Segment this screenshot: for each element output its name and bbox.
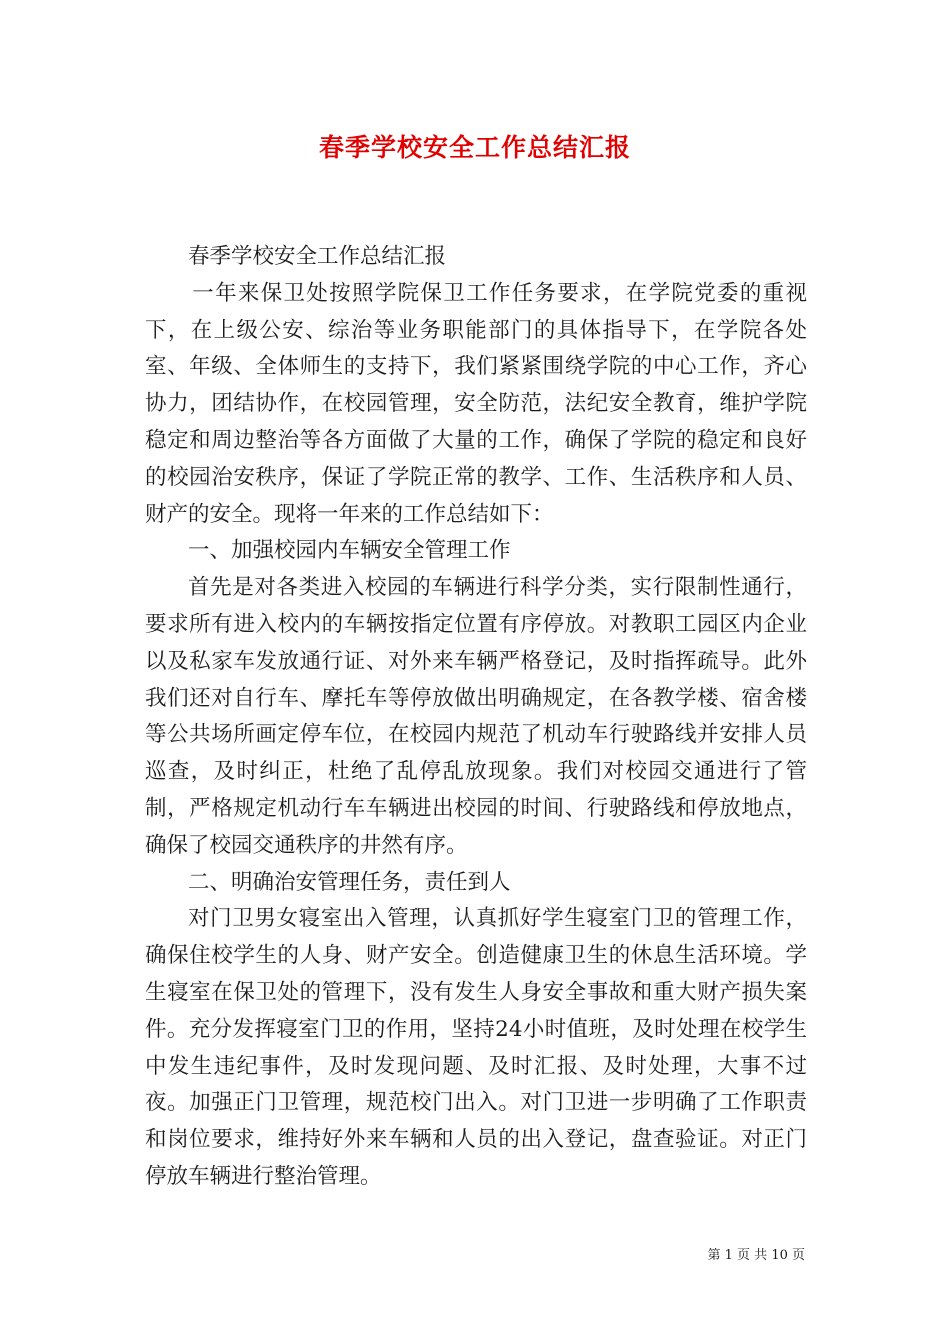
section-heading-1: 一、加强校园内车辆安全管理工作	[188, 538, 511, 564]
page-number: 第 1 页 共 10 页	[707, 1248, 805, 1263]
section-2-paragraph: 对门卫男女寝室出入管理，认真抓好学生寝室门卫的管理工作，确保住校学生的人身、财产安全。创造健康卫生的休息生活环境。学生寝室在保卫处的管理下，没有发生人身安全事故和重大财产损失案件。充分发挥寝室门卫的作用，坚持24小时值班，及时处理在校学生中发生违纪事件，及时发现问题、及时汇报、及时处理，大事不过夜。加强正门卫管理，规范校门出入。对门卫进一步明确了工作职责和岗位要求，维持好外来车辆和人员的出入登记，盘查验证。对正门停放车辆进行整治管理。	[145, 906, 807, 1189]
document-title: 春季学校安全工作总结汇报	[318, 133, 631, 162]
document-body	[145, 239, 807, 1196]
intro-paragraph: 一年来保卫处按照学院保卫工作任务要求，在学院党委的重视下，在上级公安、综治等业务职能部门的具体指导下，在学院各处室、年级、全体师生的支持下，我们紧紧围绕学院的中心工作，齐心协力，团结协作，在校园管理，安全防范，法纪安全教育，维护学院稳定和周边整治等各方面做了大量的工作，确保了学院的稳定和良好的校园治安秩序，保证了学院正常的教学、工作、生活秩序和人员、财产的安全。现将一年来的工作总结如下：	[145, 280, 807, 527]
body-heading: 春季学校安全工作总结汇报	[188, 244, 447, 269]
section-heading-2: 二、明确治安管理任务，责任到人	[188, 869, 511, 895]
section-1-paragraph: 首先是对各类进入校园的车辆进行科学分类，实行限制性通行，要求所有进入校内的车辆按指定位置有序停放。对教职工园区内企业以及私家车发放通行证、对外来车辆严格登记，及时指挥疏导。此外我们还对自行车、摩托车等停放做出明确规定，在各教学楼、宿舍楼等公共场所画定停车位，在校园内规范了机动车行驶路线并安排人员巡查，及时纠正，杜绝了乱停乱放现象。我们对校园交通进行了管制，严格规定机动行车车辆进出校园的时间、行驶路线和停放地点，确保了校园交通秩序的井然有序。	[145, 575, 807, 858]
